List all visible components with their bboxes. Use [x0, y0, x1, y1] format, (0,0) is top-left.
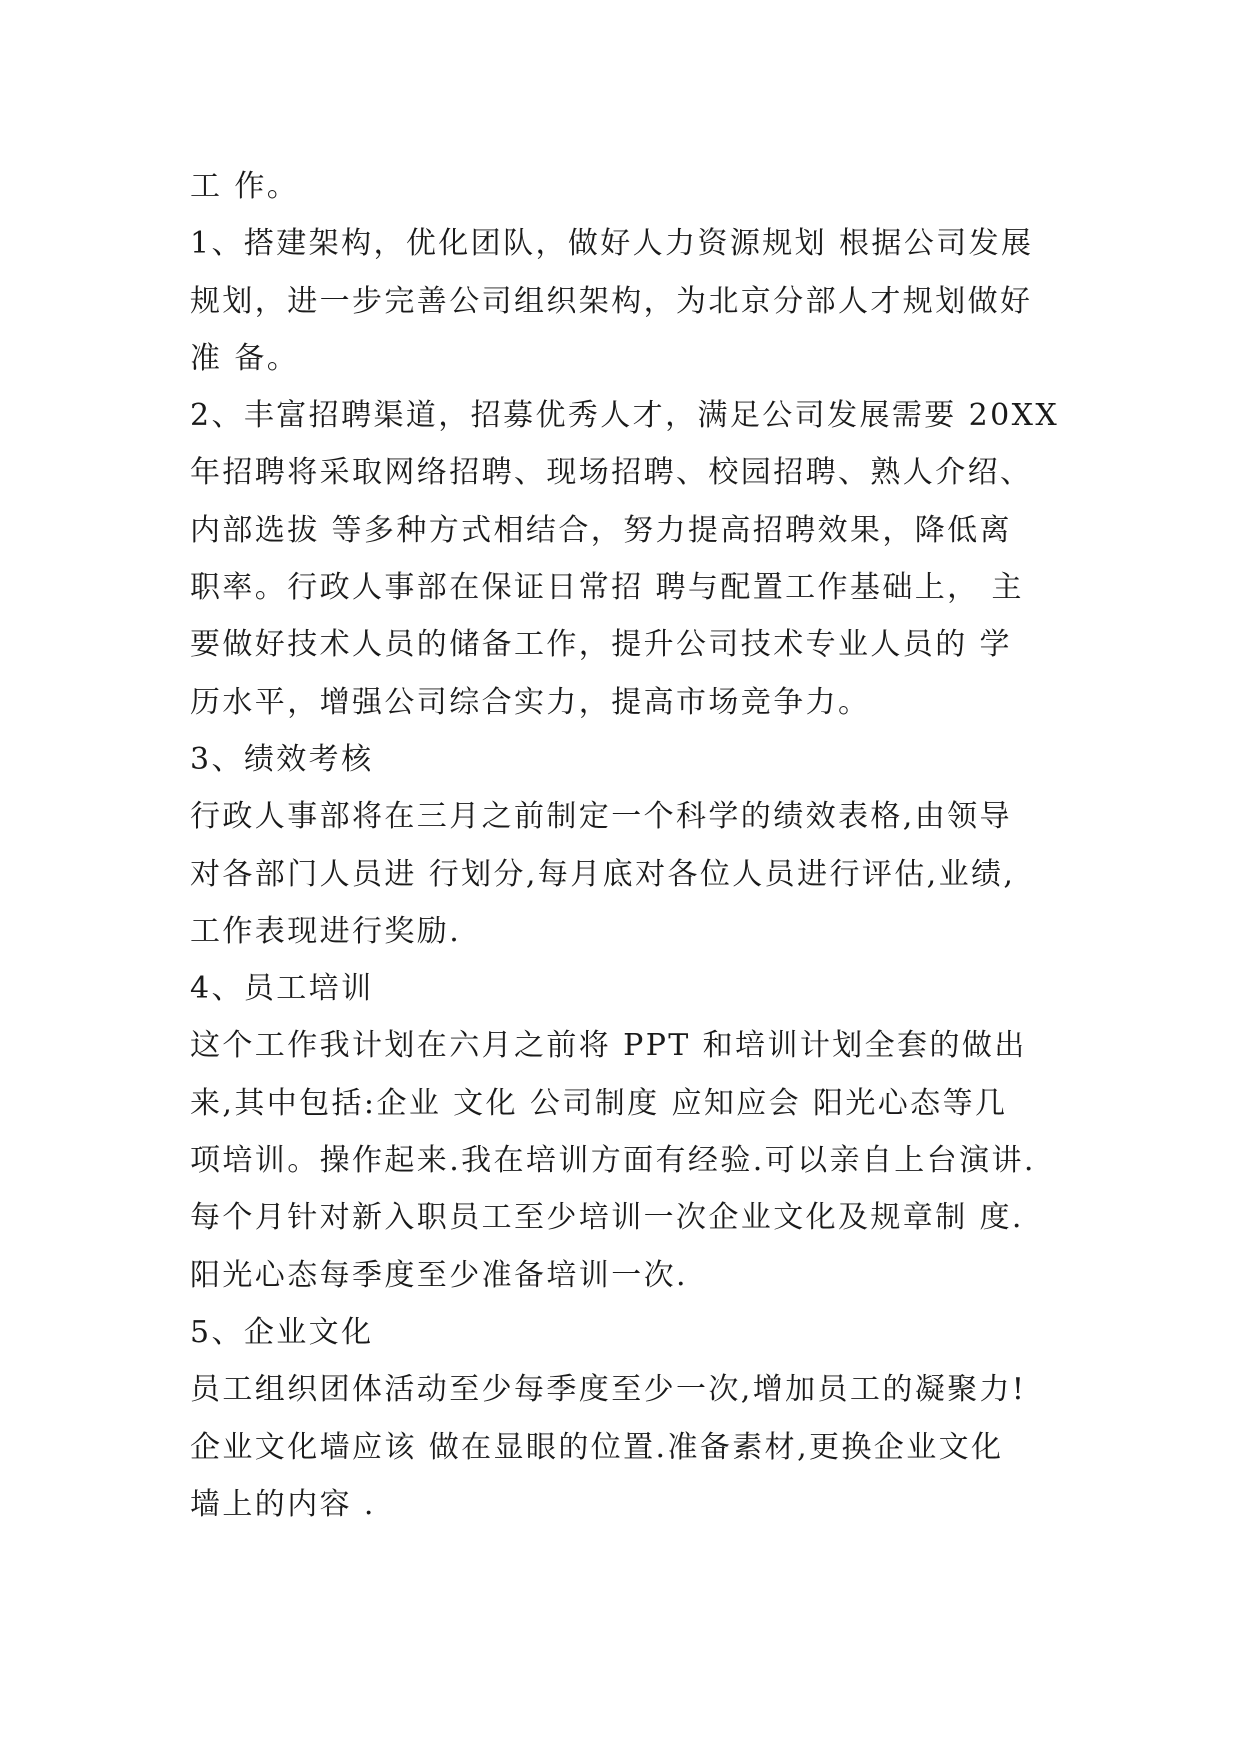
text-line: 工 作。 [190, 169, 300, 204]
text-line: 每个月针对新入职员工至少培训一次企业文化及规章制 度. [190, 1200, 1024, 1236]
section-heading: 3、绩效考核 [190, 741, 374, 777]
text-line: 准 备。 [190, 340, 300, 376]
text-line: 工作表现进行奖励. [190, 913, 462, 949]
section-heading: 5、企业文化 [190, 1314, 374, 1350]
text-line: 墙上的内容 . [190, 1486, 376, 1522]
text-line: 行政人事部将在三月之前制定一个科学的绩效表格,由领导 [190, 799, 1012, 835]
text-line: 对各部门人员进 行划分,每月底对各位人员进行评估,业绩, [190, 856, 1016, 892]
text-line: 员工组织团体活动至少每季度至少一次,增加员工的凝聚力! [190, 1372, 1027, 1408]
text-line: 要做好技术人员的储备工作，提升公司技术专业人员的 学 [190, 627, 1012, 663]
text-line: 年招聘将采取网络招聘、现场招聘、校园招聘、熟人介绍、 [190, 455, 1033, 491]
text-line: 阳光心态每季度至少准备培训一次. [190, 1257, 688, 1293]
section-heading: 4、员工培训 [190, 971, 374, 1007]
text-line: 职率。行政人事部在保证日常招 聘与配置工作基础上， 主 [190, 570, 1024, 606]
text-line: 来,其中包括:企业 文化 公司制度 应知应会 阳光心态等几 [190, 1085, 1008, 1121]
text-line: 项培训。操作起来.我在培训方面有经验.可以亲自上台演讲. [190, 1143, 1036, 1179]
text-line: 规划，进一步完善公司组织架构，为北京分部人才规划做好 [190, 283, 1033, 319]
text-line: 企业文化墙应该 做在显眼的位置.准备素材,更换企业文化 [190, 1429, 1004, 1465]
text-line: 这个工作我计划在六月之前将 PPT 和培训计划全套的做出 [190, 1028, 1027, 1064]
document-body [190, 158, 1070, 1533]
text-line: 2、丰富招聘渠道，招募优秀人才，满足公司发展需要 20XX [190, 398, 1060, 434]
text-line: 历水平，增强公司综合实力，提高市场竞争力。 [190, 684, 871, 720]
text-line: 1、搭建架构，优化团队，做好人力资源规划 根据公司发展 [190, 226, 1034, 262]
text-line: 内部选拔 等多种方式相结合，努力提高招聘效果，降低离 [190, 512, 1012, 548]
